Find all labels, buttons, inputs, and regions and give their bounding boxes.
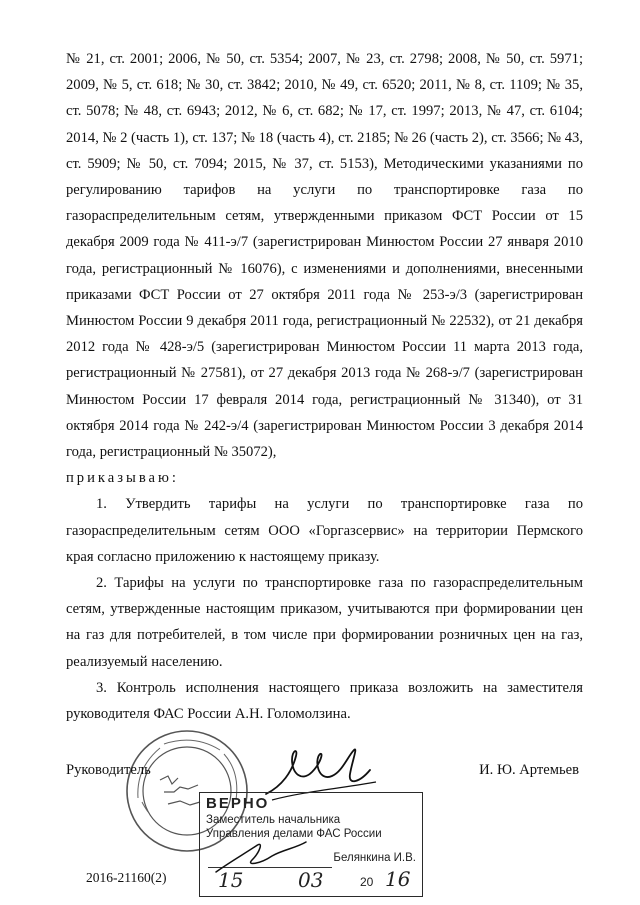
stamp-heading: ВЕРНО <box>206 795 270 812</box>
certifier-signature-icon <box>210 832 330 892</box>
paragraph-item-3: 3. Контроль исполнения настоящего приказа возложить на заместителя руководителя ФАС России А.Н. Голомолзина. <box>66 679 583 723</box>
signatory-name: И. Ю. Артемьев <box>479 762 579 778</box>
stamp-position: Заместитель начальника <box>206 814 341 826</box>
signatory-title: Руководитель <box>66 762 151 778</box>
stamp-day: 15 <box>218 868 244 892</box>
paragraph-item-1: 1. Утвердить тарифы на услуги по транспортировке газа по газораспределительным сетям ООО «Горгазсервис» на территории Пермского края согласно приложению к настоящему приказу. <box>66 496 583 565</box>
stamp-month: 03 <box>298 868 324 892</box>
stamp-department: Управления делами ФАС России <box>206 828 382 840</box>
paragraph-order-word: приказываю: <box>66 470 179 487</box>
document-number: 2016-21160(2) <box>86 870 167 885</box>
document-body <box>66 46 583 727</box>
stamp-year-prefix: 20 <box>360 875 374 889</box>
stamp-year-suffix: 16 <box>385 867 411 891</box>
paragraph-item-2: 2. Тарифы на услуги по транспортировке газа по газораспределительным сетям, утвержденные настоящим приказом, учитываются при формировании цен на газ для потребителей, в том числе при формировании розничных цен на газ, реализуемый населению. <box>66 575 583 670</box>
paragraph-legal-basis: № 21, ст. 2001; 2006, № 50, ст. 5354; 2007, № 23, ст. 2798; 2008, № 50, ст. 5971; 2009, № 5, ст. 618; № 30, ст. 3842; 2010, № 49, ст. 6520; 2011, № 8, ст. 1109; № 35, ст. 5078; № 48, ст. 6943; 2012, № 6, ст. 682; № 17, ст. 1997; 2013, № 47, ст. 6104; 2014, № 2 (часть 1), ст. 137; № 18 (часть 4), ст. 2185; № 26 (часть 2), ст. 3566; № 43, ст. 5909; № 50, ст. 7094; 2015, № 37, ст. 5153), Методическими указаниями по регулированию тарифов на услуги по транспортировке газа по газораспределительным сетям, утвержденными приказом ФСТ России от 15 декабря 2009 года № 411-э/7 (зарегистрирован Минюстом России 27 января 2010 года, регистрационный № 16076), с изменениями и дополнениями, внесенными приказами ФСТ России от 27 октября 2011 года № 253-э/3 (зарегистрирован Минюстом России 9 декабря 2011 года, регистрационный № 22532), от 21 декабря 2012 года № 428-э/5 (зарегистрирован Минюстом России 11 марта 2013 года, регистрационный № 27581), от 27 декабря 2013 года № 268-э/7 (зарегистрирован Минюстом России 17 февраля 2014 года, регистрационный № 31340), от 31 октября 2014 года № 242-э/4 (зарегистрирован Минюстом России 3 декабря 2014 года, регистрационный № 35072), <box>66 51 583 461</box>
stamp-certifier-name: Белянкина И.В. <box>333 852 416 864</box>
